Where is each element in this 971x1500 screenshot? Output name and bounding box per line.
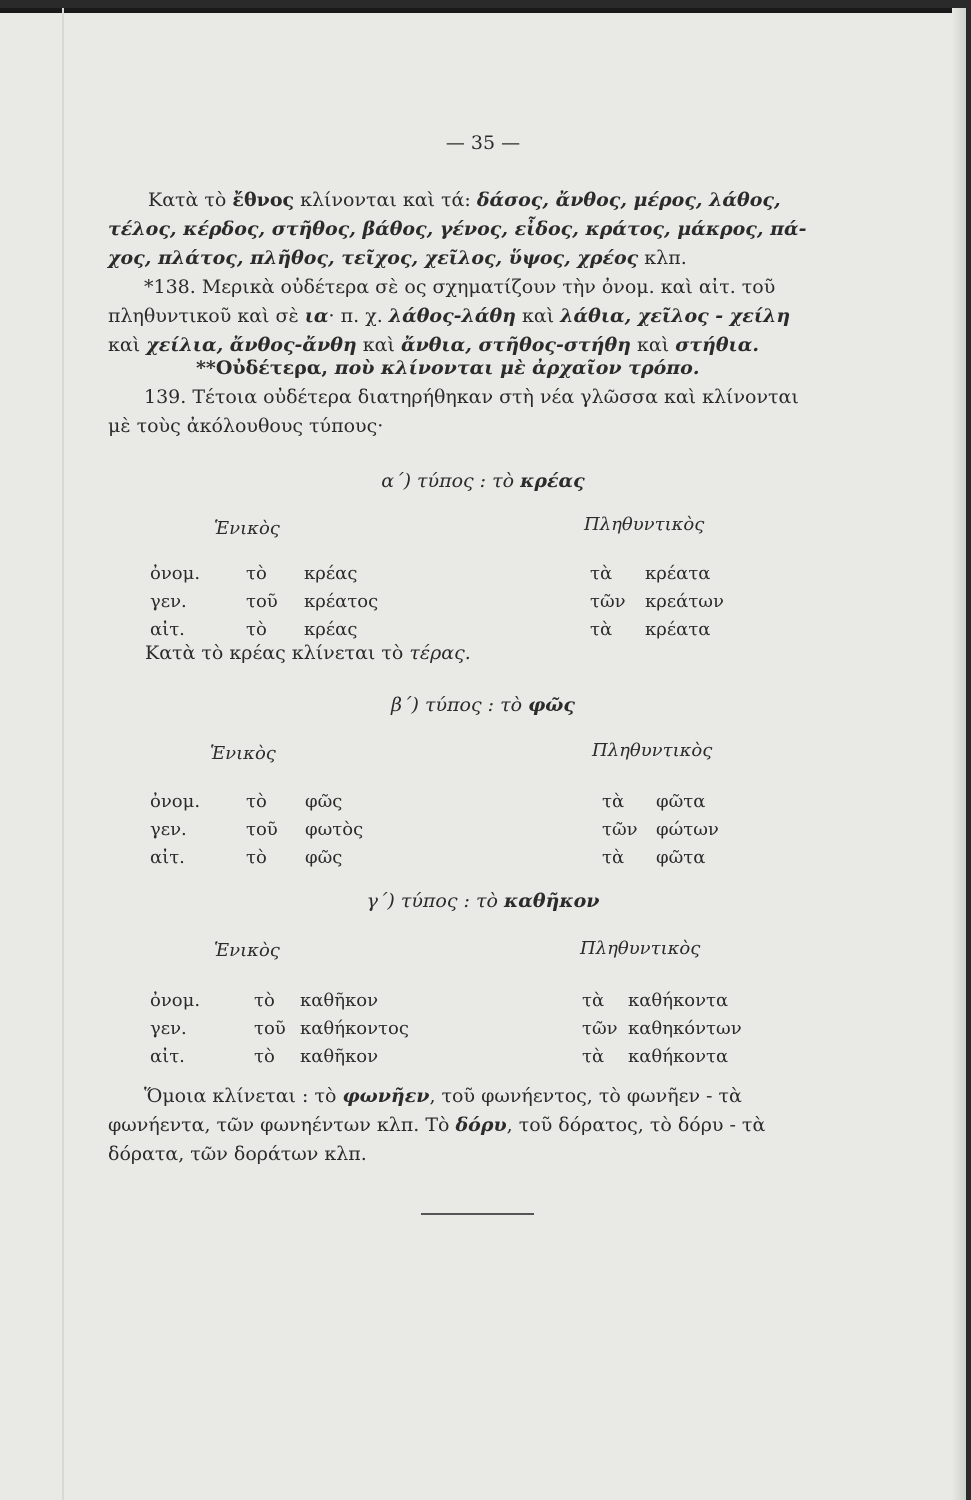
type-c-heading: γ΄) τύπος : τὸ καθῆκον (366, 890, 600, 912)
type-a-note: Κατὰ τὸ κρέας κλίνεται τὸ τέρας. (145, 642, 471, 664)
page-right-shadow (952, 8, 966, 1500)
intro-line-1: Κατὰ τὸ ἔθνος κλίνονται καὶ τά: δάσος, ἄνθος, μέρος, λάθος, (148, 189, 781, 211)
type-b-heading: β΄) τύπος : τὸ φῶς (391, 694, 575, 716)
s139-line-2: μὲ τοὺς ἀκόλουθους τύπους· (108, 415, 384, 437)
scanned-page: — 35 — Κατὰ τὸ ἔθνος κλίνονται καὶ τά: δάσος, ἄνθος, μέρος, λάθος, τέλος, κέρδος, στῆθος, βάθος, γένος, εἶδος, κράτος, μάκρος, πά- χος, πλάτος, πλῆθος, τεῖχος, χεῖλος, ὕψος, χρέος κλπ. *138. Μερικὰ οὐδέτερα σὲ ος σχηματίζουν τὴν ὀνομ. καὶ αἰτ. τοῦ πληθυντικοῦ καὶ σὲ ια· π. χ. λάθος-λάθη καὶ λάθια, χεῖλος - χείλη καὶ χείλια, ἄνθος-ἄνθη καὶ ἄνθια, στῆθος-στήθη καὶ στήθια. **Οὐδέτερα, ποὺ κλίνονται μὲ ἀρχαῖον τρόπο. 139. Τέτοια οὐδέτερα διατηρήθηκαν στὴ νέα γλῶσσα καὶ κλίνονται μὲ τοὺς ἀκόλουθους τύπους· α΄) τύπος : τὸ κρέας Ἑνικὸς Πληθυντικὸς ὀνομ. τὸ κρέας τὰ κρέατα γεν. τοῦ κρέατος τῶν κρεάτων αἰτ. τὸ κρέας τὰ κρέατα Κατὰ τὸ κρέας κλίνεται τὸ τέρας. β΄) τύπος : τὸ φῶς Ἑνικὸς Πληθυντικὸς ὀνομ. τὸ φῶς τὰ φῶτα γεν. τοῦ φωτὸς τῶν φώτων αἰτ. τὸ φῶς τὰ φῶτα γ΄) τύπος : τὸ καθῆκον Ἑνικὸς Πληθυντικὸς ὀνομ. τὸ καθῆκον τὰ καθήκοντα γεν. τοῦ καθήκοντος τῶν καθηκόντων αἰτ. τὸ καθῆκον τὰ καθήκοντα Ὅμοια κλίνεται : τὸ φωνῆεν, τοῦ φωνήεντος, τὸ φωνῆεν - τὰ φωνήεντα, τῶν φωνηέντων κλπ. Τὸ δόρυ, τοῦ δόρατος, τὸ δόρυ - τὰ δόρατα, τῶν δοράτων κλπ. (0, 8, 966, 1500)
headword-ethnos: ἔθνος (232, 189, 295, 211)
type-a-heading: α΄) τύπος : τὸ κρέας (381, 470, 585, 492)
intro-line-3: χος, πλάτος, πλῆθος, τεῖχος, χεῖλος, ὕψος, χρέος κλπ. (108, 247, 687, 269)
type-b-plural-label: Πληθυντικὸς (592, 740, 713, 761)
type-c-singular-label: Ἑνικὸς (214, 940, 280, 961)
final-line-2: φωνήεντα, τῶν φωνηέντων κλπ. Τὸ δόρυ, τοῦ δόρατος, τὸ δόρυ - τὰ (108, 1114, 766, 1136)
s138-line-1: *138. Μερικὰ οὐδέτερα σὲ ος σχηματίζουν τὴν ὀνομ. καὶ αἰτ. τοῦ (144, 276, 776, 298)
type-c-plural-label: Πληθυντικὸς (580, 938, 701, 959)
end-rule (421, 1213, 534, 1215)
final-line-1: Ὅμοια κλίνεται : τὸ φωνῆεν, τοῦ φωνήεντος, τὸ φωνῆεν - τὰ (144, 1085, 742, 1107)
intro-paragraph (108, 186, 820, 273)
page-fold-line (62, 8, 64, 1500)
type-a-singular-label: Ἑνικὸς (214, 518, 280, 539)
page-number: — 35 — (445, 132, 521, 154)
s139-line-1: 139. Τέτοια οὐδέτερα διατηρήθηκαν στὴ νέα γλῶσσα καὶ κλίνονται (144, 386, 799, 408)
s138-line-3: καὶ χείλια, ἄνθος-ἄνθη καὶ ἄνθια, στῆθος-στήθη καὶ στήθια. (108, 334, 759, 356)
section-139 (108, 383, 820, 441)
type-a-plural-label: Πληθυντικὸς (584, 514, 705, 535)
final-line-3: δόρατα, τῶν δοράτων κλπ. (108, 1143, 367, 1165)
type-b-singular-label: Ἑνικὸς (210, 743, 276, 764)
scan-top-edge (0, 8, 966, 13)
s138-line-2: πληθυντικοῦ καὶ σὲ ια· π. χ. λάθος-λάθη καὶ λάθια, χεῖλος - χείλη (108, 305, 791, 327)
intro-line-2: τέλος, κέρδος, στῆθος, βάθος, γένος, εἶδος, κράτος, μάκρος, πά- (108, 218, 807, 240)
section-138 (108, 273, 820, 360)
final-paragraph (108, 1082, 820, 1169)
neuter-subheading: **Οὐδέτερα, ποὺ κλίνονται μὲ ἀρχαῖον τρόπο. (196, 357, 700, 379)
